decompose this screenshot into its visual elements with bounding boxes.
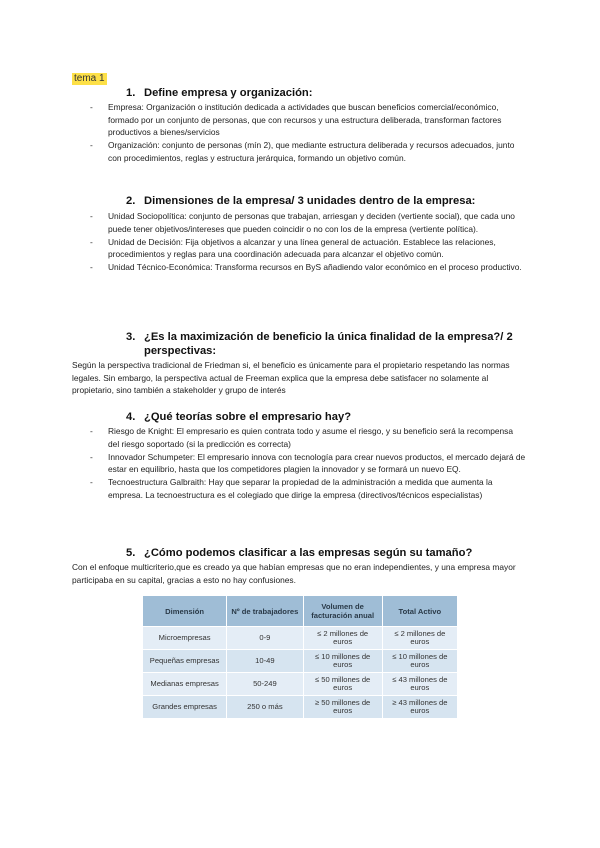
section-1-title: Define empresa y organización: — [144, 87, 313, 99]
section-2-number: 2. — [126, 195, 136, 207]
table-cell: ≤ 10 millones de euros — [303, 650, 382, 673]
list-item: - Tecnoestructura Galbraith: Hay que separar la propiedad de la administración a medida que aumenta la empresa. La tecnoestructura es el colegiado que dirige la empresa (directivos/técnicos especialistas) — [90, 476, 526, 501]
table-cell: Medianas empresas — [143, 673, 227, 696]
table-cell: ≤ 10 millones de euros — [382, 650, 457, 673]
section-5-heading — [126, 546, 472, 560]
table-row — [143, 627, 458, 650]
section-2-list — [90, 210, 530, 274]
list-item: - Unidad Sociopolítica: conjunto de personas que trabajan, arriesgan y deciden (vertiente social), que cada uno puede tener objetivos/intereses que pueden coincidir o no con los de la empresa (vertiente política). — [90, 210, 530, 235]
section-4-list — [90, 425, 526, 502]
table-cell: ≤ 43 millones de euros — [382, 673, 457, 696]
table-cell: Microempresas — [143, 627, 227, 650]
section-2-title: Dimensiones de la empresa/ 3 unidades dentro de la empresa: — [144, 195, 476, 207]
table-cell: Grandes empresas — [143, 696, 227, 719]
topic-highlight-tag: tema 1 — [74, 73, 105, 84]
section-4-title: ¿Qué teorías sobre el empresario hay? — [144, 411, 352, 423]
company-size-table — [142, 595, 458, 719]
table-cell: 10-49 — [227, 650, 303, 673]
table-cell: 250 o más — [227, 696, 303, 719]
table-header-cell: Total Activo — [382, 596, 457, 627]
section-3-paragraph: Según la perspectiva tradicional de Friedman si, el beneficio es únicamente para el propietario respetando las normas legales. Sin embargo, la perspectiva actual de Freeman explica que la empresa debe satisfacer no solamente al propietario, sino también a stakeholder y grupo de interés — [72, 360, 510, 396]
section-5-number: 5. — [126, 547, 136, 559]
table-cell: ≥ 50 millones de euros — [303, 696, 382, 719]
section-1-heading — [126, 86, 313, 100]
section-4-number: 4. — [126, 411, 136, 423]
section-5-paragraph: Con el enfoque multicriterio,que es creado ya que habían empresas que no eran independientes, y una empresa mayor participaba en su capital, gracias a esto no hay confusiones. — [72, 562, 516, 585]
table-cell: ≤ 2 millones de euros — [382, 627, 457, 650]
section-1-number: 1. — [126, 87, 136, 99]
section-3-number: 3. — [126, 331, 136, 343]
table-cell: ≥ 43 millones de euros — [382, 696, 457, 719]
table-cell: ≤ 50 millones de euros — [303, 673, 382, 696]
section-1-list — [90, 101, 526, 165]
table-row — [143, 673, 458, 696]
table-cell: 50-249 — [227, 673, 303, 696]
table-row — [143, 696, 458, 719]
table-header-cell: Volumen de facturación anual — [303, 596, 382, 627]
section-3-title-line1: ¿Es la maximización de beneficio la única finalidad de la empresa?/ 2 — [144, 331, 513, 343]
table-cell: Pequeñas empresas — [143, 650, 227, 673]
list-item: - Riesgo de Knight: El empresario es quien contrata todo y asume el riesgo, y su beneficio será la recompensa del riesgo soportado (si la predicción es correcta) — [90, 425, 526, 450]
table-cell: 0-9 — [227, 627, 303, 650]
section-5-title: ¿Cómo podemos clasificar a las empresas según su tamaño? — [144, 547, 473, 559]
table-row — [143, 650, 458, 673]
table-cell: ≤ 2 millones de euros — [303, 627, 382, 650]
table-header-cell: Nº de trabajadores — [227, 596, 303, 627]
section-3-heading — [126, 330, 513, 358]
list-item: - Innovador Schumpeter: El empresario innova con tecnología para crear nuevos productos, el mercado dejará de estar en equilibrio, hasta que los competidores plagien la innovador y se formará un nuevo EQ. — [90, 451, 526, 476]
section-3-title-line2: perspectivas: — [144, 345, 217, 357]
table-header-row — [143, 596, 458, 627]
table-header-cell: Dimensión — [143, 596, 227, 627]
section-4-heading — [126, 410, 351, 424]
section-2-heading — [126, 194, 475, 208]
list-item: - Empresa: Organización o institución dedicada a actividades que buscan beneficios comercial/económico, formado por un conjunto de personas, que con recursos y una estructura deliberada, transforman factores productivos a bienes/servicios — [90, 101, 526, 139]
list-item: - Organización: conjunto de personas (mín 2), que mediante estructura deliberada y recursos adecuados, junto con procedimientos, reglas y estructura jerárquica, formando un objetivo común. — [90, 139, 526, 164]
list-item: - Unidad de Decisión: Fija objetivos a alcanzar y una línea general de actuación. Establece las relaciones, procedimientos y reglas para una coordinación adecuada para alcanzar el objetivo común. — [90, 236, 530, 261]
list-item: - Unidad Técnico-Económica: Transforma recursos en ByS añadiendo valor económico en el proceso productivo. — [90, 261, 530, 274]
